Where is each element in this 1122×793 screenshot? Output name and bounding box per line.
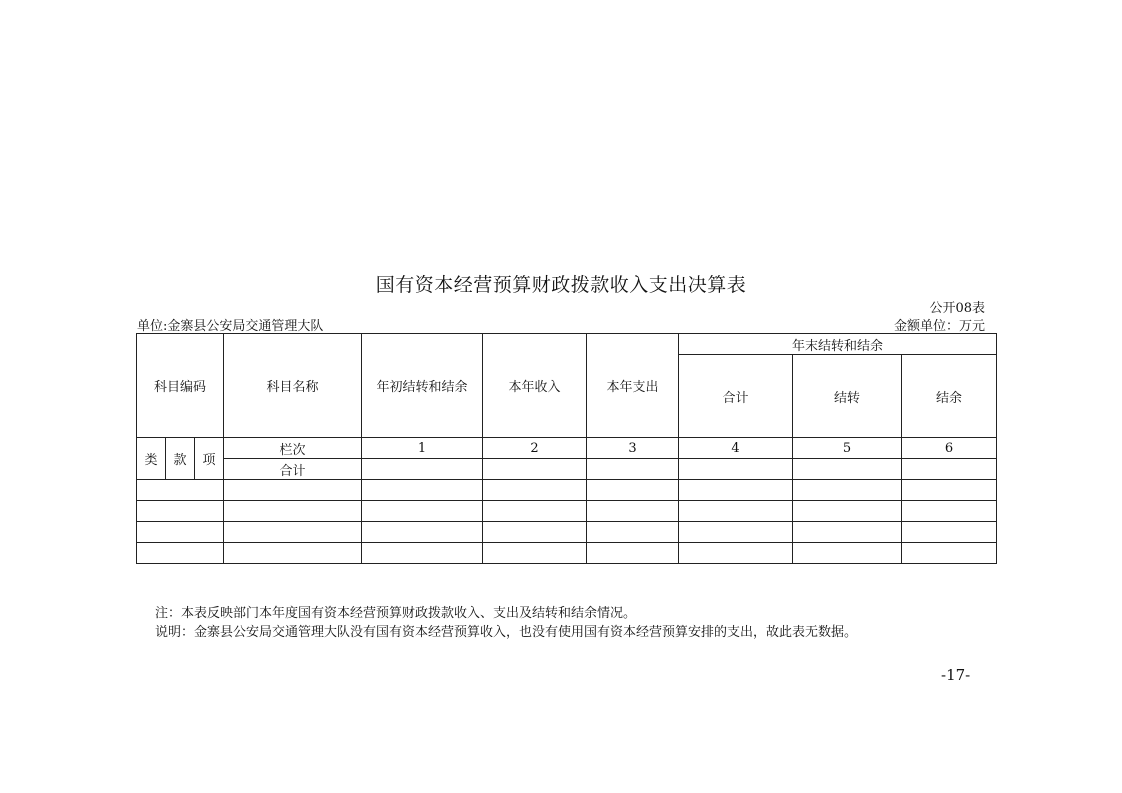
table-cell [137,522,224,543]
table-cell [793,480,902,501]
table-row [137,480,997,501]
header-year-end: 年末结转和结余 [679,334,997,355]
column-number-row [137,438,997,459]
form-number: 公开08表 [929,301,985,316]
table-cell [587,543,679,564]
amount-unit: 金额单位：万元 [893,319,985,334]
table-cell [793,543,902,564]
table-cell [362,543,483,564]
table-cell [902,522,997,543]
reporting-unit: 单位:金寨县公安局交通管理大队 [137,319,324,334]
table-cell [902,480,997,501]
table-cell [679,480,793,501]
column-number: 4 [679,438,793,459]
table-cell [587,459,679,480]
header-surplus: 结余 [902,355,997,438]
table-cell [793,501,902,522]
table-cell [224,543,362,564]
table-cell [679,522,793,543]
table-cell [224,522,362,543]
table-cell [483,480,587,501]
code-part-item: 项 [195,438,224,480]
column-number: 1 [362,438,483,459]
header-code: 科目编码 [137,334,224,438]
table-cell [362,501,483,522]
table-cell [587,480,679,501]
header-carryover: 结转 [793,355,902,438]
table-cell [587,501,679,522]
table-cell [483,459,587,480]
total-row-label: 合计 [224,459,362,480]
notes-block [155,604,857,642]
header-begin-balance: 年初结转和结余 [362,334,483,438]
header-expense: 本年支出 [587,334,679,438]
table-cell [679,501,793,522]
header-row-1 [137,334,997,355]
header-income: 本年收入 [483,334,587,438]
code-part-section: 款 [166,438,195,480]
code-part-category: 类 [137,438,166,480]
note-line: 注：本表反映部门本年度国有资本经营预算财政拨款收入、支出及结转和结余情况。 [155,606,637,621]
table-cell [362,459,483,480]
table-row [137,543,997,564]
table-cell [483,522,587,543]
table-cell [483,501,587,522]
column-number: 6 [902,438,997,459]
column-number: 3 [587,438,679,459]
header-name: 科目名称 [224,334,362,438]
table-cell [137,480,224,501]
budget-table [136,333,997,564]
explanation-line: 说明：金寨县公安局交通管理大队没有国有资本经营预算收入，也没有使用国有资本经营预算安排的支出，故此表无数据。 [155,625,858,640]
table-cell [483,543,587,564]
table-cell [137,501,224,522]
table-cell [793,522,902,543]
total-row [137,459,997,480]
table-cell [137,543,224,564]
column-number-label: 栏次 [224,438,362,459]
table-cell [679,459,793,480]
table-cell [362,522,483,543]
table-cell [224,501,362,522]
table-cell [224,480,362,501]
page-number: -17- [941,666,971,684]
table-cell [679,543,793,564]
column-number: 5 [793,438,902,459]
table-row [137,501,997,522]
header-total: 合计 [679,355,793,438]
table-cell [362,480,483,501]
column-number: 2 [483,438,587,459]
table-cell [587,522,679,543]
page-title: 国有资本经营预算财政拨款收入支出决算表 [375,274,747,296]
table-cell [793,459,902,480]
table-cell [902,543,997,564]
table-cell [902,459,997,480]
table-row [137,522,997,543]
table-cell [902,501,997,522]
